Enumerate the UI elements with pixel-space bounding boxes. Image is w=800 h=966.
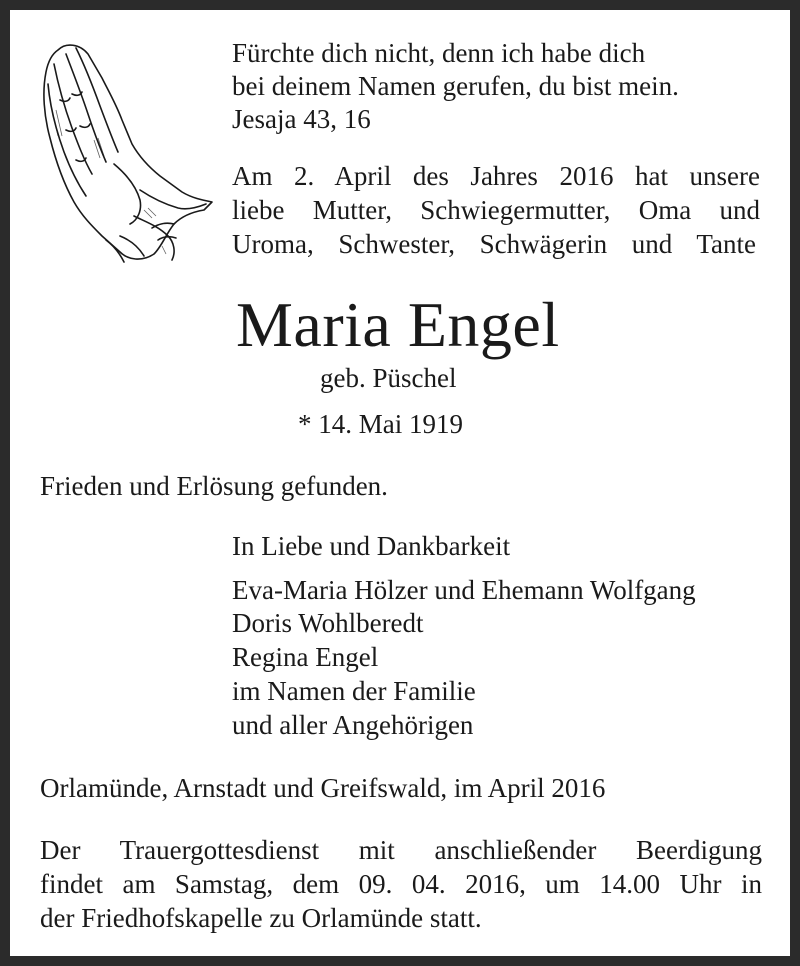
mourner-name: und aller Angehörigen: [232, 710, 474, 740]
service-line-2: findet am Samstag, dem 09. 04. 2016, um 14.00 Uhr in: [40, 869, 762, 899]
verse-line-2: bei deinem Namen gerufen, du bist mein.: [232, 71, 679, 101]
mourner-name: Regina Engel: [232, 642, 379, 672]
service-line-1: Der Trauergottesdienst mit anschließender Beerdigung: [40, 835, 762, 865]
announcement-line-1: Am 2. April des Jahres 2016 hat unsere: [232, 161, 760, 191]
place-date: Orlamünde, Arnstadt und Greifswald, im April 2016: [40, 773, 606, 803]
verse-line-1: Fürchte dich nicht, denn ich habe dich: [232, 38, 646, 68]
announcement-line-2: liebe Mutter, Schwiegermutter, Oma und: [232, 195, 760, 225]
deceased-name: Maria Engel: [236, 289, 560, 360]
mourner-name: im Namen der Familie: [232, 676, 476, 706]
peace-text: Frieden und Erlösung gefunden.: [40, 471, 388, 501]
mourner-name: Doris Wohlberedt: [232, 608, 424, 638]
mourner-name: Eva-Maria Hölzer und Ehemann Wolfgang: [232, 575, 696, 605]
mourners-intro: In Liebe und Dankbarkeit: [232, 531, 511, 561]
birth-name: geb. Püschel: [320, 363, 457, 393]
birth-date: * 14. Mai 1919: [298, 409, 463, 439]
announcement-line-3: Uroma, Schwester, Schwägerin und Tante: [232, 229, 756, 259]
verse-reference: Jesaja 43, 16: [232, 104, 371, 134]
service-line-3: der Friedhofskapelle zu Orlamünde statt.: [40, 903, 482, 933]
praying-hands-icon: [36, 40, 216, 268]
